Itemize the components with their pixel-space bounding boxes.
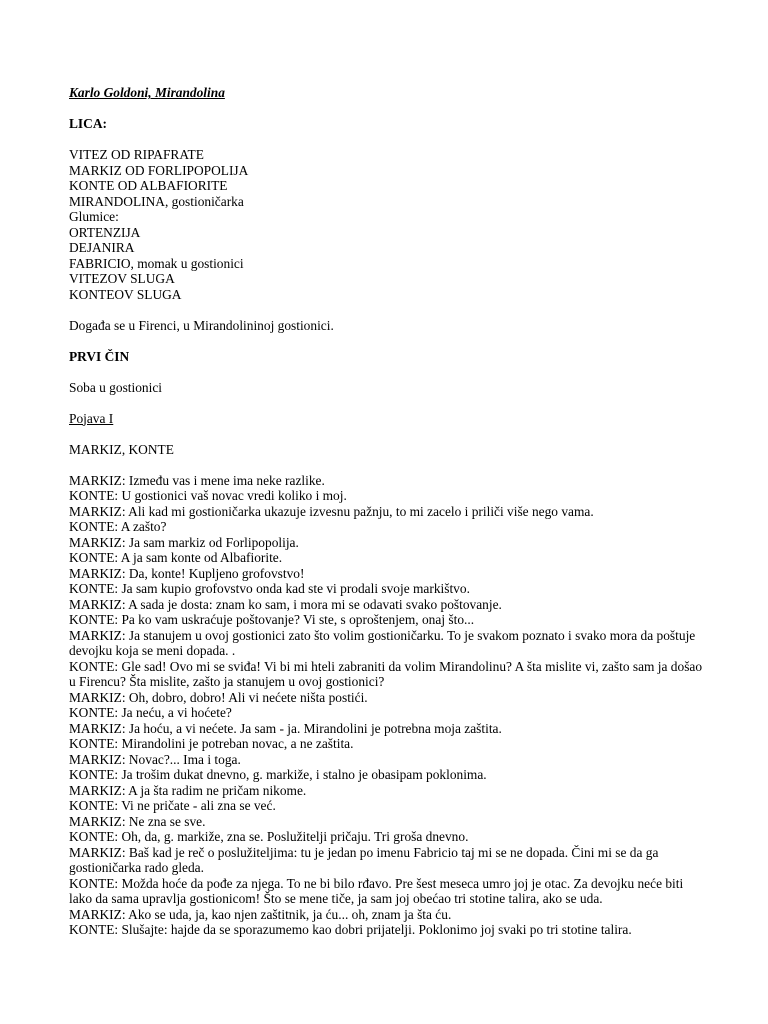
document-page (69, 85, 709, 938)
dialogue-line: KONTE: Gle sad! Ovo mi se sviđa! Vi bi mi hteli zabraniti da volim Mirandolinu? A šta mislite vi, zašto sam ja došao u Firencu? Šta mislite, zašto ja stanujem u ovoj gostionici? (69, 658, 703, 689)
dialogue-line: MARKIZ: Ali kad mi gostioničarka ukazuje izvesnu pažnju, to mi zacelo i priliči više nego vama. (69, 503, 594, 519)
dialogue-line: MARKIZ: A sada je dosta: znam ko sam, i mora mi se odavati svako poštovanje. (69, 596, 502, 612)
cast-list (69, 147, 709, 302)
cast-item: FABRICIO, momak u gostionici (69, 255, 244, 271)
cast-item: Glumice: (69, 209, 119, 224)
dialogue-line: KONTE: Ja neću, a vi hoćete? (69, 705, 232, 720)
dialogue (69, 473, 709, 938)
dialogue-line: KONTE: Ja sam kupio grofovstvo onda kad ste vi prodali svoje markištvo. (69, 581, 470, 596)
dialogue-line: MARKIZ: Ja sam markiz od Forlipopolija. (69, 534, 299, 550)
dialogue-line: MARKIZ: Ja hoću, a vi nećete. Ja sam - ja. Mirandolini je potrebna moja zaštita. (69, 720, 502, 736)
dialogue-line: MARKIZ: Novac?... Ima i toga. (69, 751, 241, 767)
dialogue-line: KONTE: Slušajte: hajde da se sporazumemo kao dobri prijatelji. Poklonimo joj svaki po tri stotine talira. (69, 922, 632, 937)
dialogue-line: MARKIZ: A ja šta radim ne pričam nikome. (69, 782, 307, 798)
cast-item: KONTE OD ALBAFIORITE (69, 178, 228, 193)
scene-place: Soba u gostionici (69, 379, 162, 395)
dialogue-line: KONTE: Pa ko vam uskraćuje poštovanje? Vi ste, s oproštenjem, onaj što... (69, 612, 475, 627)
dialogue-line: KONTE: Oh, da, g. markiže, zna se. Poslužitelji pričaju. Tri groša dnevno. (69, 829, 469, 844)
dialogue-line: MARKIZ: Da, konte! Kupljeno grofovstvo! (69, 565, 305, 581)
spacer (69, 364, 709, 380)
cast-heading: LICA: (69, 116, 107, 131)
spacer (69, 426, 709, 442)
spacer (69, 101, 709, 117)
dialogue-line: MARKIZ: Baš kad je reč o poslužiteljima: tu je jedan po imenu Fabricio taj mi se ne dopada. Čini mi se da ga gostioničarka rado gleda. (69, 844, 659, 875)
dialogue-line: MARKIZ: Ja stanujem u ovoj gostionici zato što volim gostioničarku. To je svakom poznato i svako mora da poštuje devojku koja se meni dopada. . (69, 627, 696, 658)
spacer (69, 395, 709, 411)
cast-item: VITEZOV SLUGA (69, 271, 175, 286)
dialogue-line: MARKIZ: Između vas i mene ima neke razlike. (69, 472, 325, 488)
dialogue-line: KONTE: A ja sam konte od Albafiorite. (69, 550, 283, 565)
spacer (69, 333, 709, 349)
dialogue-line: KONTE: Ja trošim dukat dnevno, g. markiže, i stalno je obasipam poklonima. (69, 767, 487, 782)
act-heading: PRVI ČIN (69, 348, 130, 364)
dialogue-line: MARKIZ: Ako se uda, ja, kao njen zaštitnik, ja ću... oh, znam ja šta ću. (69, 906, 452, 922)
dialogue-line: MARKIZ: Ne zna se sve. (69, 813, 206, 829)
cast-item: MIRANDOLINA, gostioničarka (69, 193, 244, 209)
cast-item: MARKIZ OD FORLIPOPOLIJA (69, 162, 249, 178)
scene-title: Pojava I (69, 410, 114, 426)
spacer (69, 457, 709, 473)
dialogue-line: KONTE: U gostionici vaš novac vredi koliko i moj. (69, 488, 347, 503)
setting-text: Događa se u Firenci, u Mirandolininoj gostionici. (69, 317, 334, 333)
scene-characters: MARKIZ, KONTE (69, 441, 174, 457)
spacer (69, 132, 709, 148)
dialogue-line: KONTE: Možda hoće da pođe za njega. To ne bi bilo rđavo. Pre šest meseca umro joj je otac. Za devojku neće biti lako da sama upravlja gostionicom! Što se mene tiče, ja sam joj obećao tri stotine talira, ako se uda. (69, 875, 684, 906)
cast-item: VITEZ OD RIPAFRATE (69, 147, 204, 162)
dialogue-line: KONTE: Vi ne pričate - ali zna se već. (69, 798, 276, 813)
cast-item: ORTENZIJA (69, 224, 141, 240)
dialogue-line: KONTE: A zašto? (69, 519, 167, 534)
cast-item: DEJANIRA (69, 240, 135, 255)
dialogue-line: MARKIZ: Oh, dobro, dobro! Ali vi nećete ništa postići. (69, 689, 368, 705)
dialogue-line: KONTE: Mirandolini je potreban novac, a ne zaštita. (69, 736, 354, 751)
document-title: Karlo Goldoni, Mirandolina (69, 85, 225, 100)
cast-item: KONTEOV SLUGA (69, 286, 182, 302)
spacer (69, 302, 709, 318)
